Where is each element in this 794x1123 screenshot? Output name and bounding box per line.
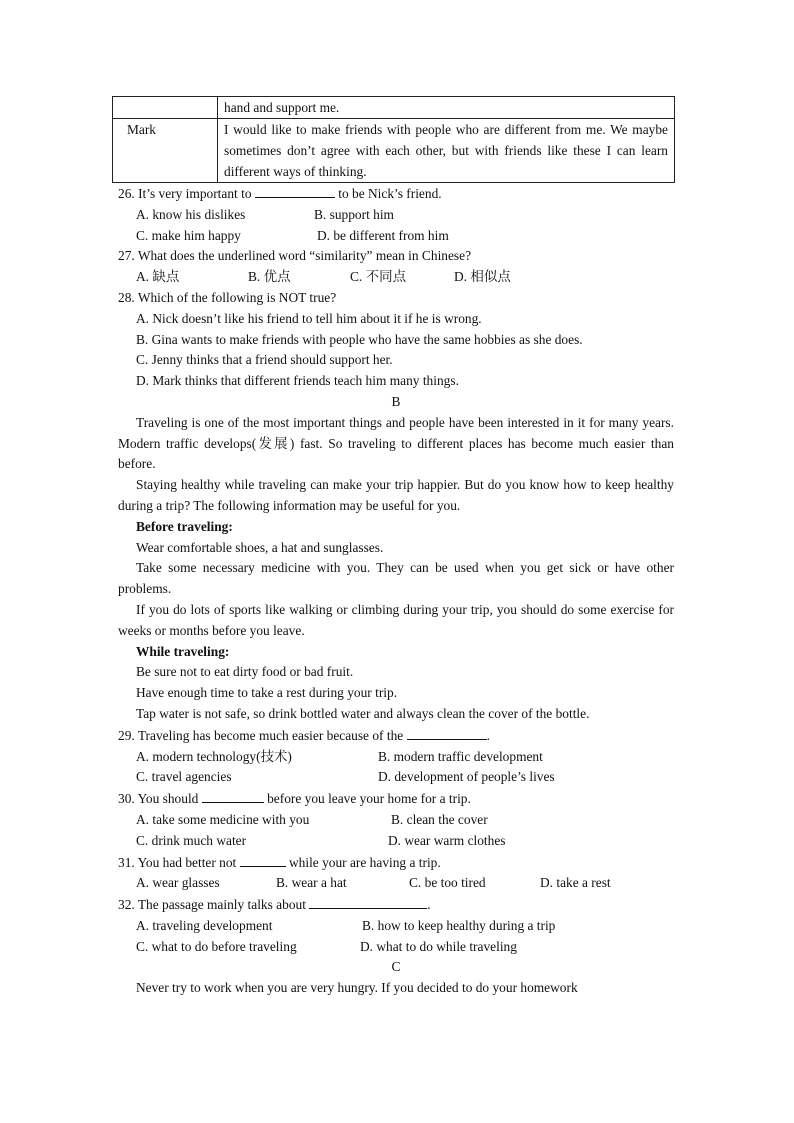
options-row — [118, 937, 674, 958]
options-row — [118, 267, 674, 288]
table-cell-name: Mark — [113, 119, 218, 183]
question-stem: . — [486, 727, 490, 743]
question-stem: 29. Traveling has become much easier because of the — [118, 727, 404, 743]
question-26 — [118, 183, 674, 205]
options-row — [118, 831, 674, 852]
option-c: C. travel agencies — [136, 769, 232, 785]
paragraph: Be sure not to eat dirty food or bad fruit. — [136, 664, 354, 680]
option-d: D. wear warm clothes — [388, 832, 506, 848]
option-b: B. wear a hat — [276, 875, 347, 891]
paragraph: Take some necessary medicine with you. They can be used when you get sick or have other problems. — [118, 560, 674, 597]
option-a: A. take some medicine with you — [136, 811, 310, 827]
options-row — [118, 916, 674, 937]
subheading-while-traveling: While traveling: — [136, 643, 230, 659]
answer-blank — [202, 788, 264, 803]
option-b: B. modern traffic development — [378, 748, 543, 764]
answer-blank — [407, 725, 487, 740]
question-32 — [118, 894, 674, 916]
question-29 — [118, 725, 674, 747]
question-28: 28. Which of the following is NOT true? — [118, 289, 337, 305]
table-cell-text: hand and support me. — [218, 97, 675, 119]
friends-table — [112, 96, 675, 183]
table-row — [113, 97, 675, 119]
question-stem: to be Nick’s friend. — [338, 186, 442, 201]
paragraph: Tap water is not safe, so drink bottled water and always clean the cover of the bottle. — [136, 705, 590, 721]
answer-blank — [255, 183, 335, 198]
option-b: B. Gina wants to make friends with people who have the same hobbies as she does. — [136, 331, 583, 347]
option-d: D. what to do while traveling — [360, 938, 517, 954]
question-31 — [118, 852, 674, 874]
option-c: C. Jenny thinks that a friend should support her. — [136, 352, 393, 368]
answer-blank — [240, 852, 286, 867]
document-page — [118, 96, 674, 999]
paragraph: If you do lots of sports like walking or climbing during your trip, you should do some exercise for weeks or months before you leave. — [118, 601, 674, 638]
option-a: A. Nick doesn’t like his friend to tell him about it if he is wrong. — [136, 310, 482, 326]
question-stem: . — [427, 897, 431, 913]
option-a: A. 缺点 — [136, 269, 180, 286]
question-stem: while your are having a trip. — [289, 854, 441, 870]
option-d: D. be different from him — [317, 227, 449, 243]
paragraph: Wear comfortable shoes, a hat and sunglasses. — [136, 539, 384, 555]
option-b: B. support him — [314, 206, 394, 222]
options-row — [118, 226, 674, 247]
paragraph: Never try to work when you are very hungry. If you decided to do your homework — [136, 980, 578, 996]
option-c: C. 不同点 — [350, 269, 407, 286]
table-row — [113, 119, 675, 183]
table-cell-text: I would like to make friends with people who are different from me. We maybe sometimes don’t agree with each other, but with friends like these I can learn different ways of thinking. — [218, 119, 675, 183]
question-stem: 30. You should — [118, 791, 199, 807]
section-b-heading: B — [391, 393, 401, 409]
paragraph: Have enough time to take a rest during your trip. — [136, 685, 398, 701]
option-b: B. 优点 — [248, 269, 291, 286]
option-b: B. how to keep healthy during a trip — [362, 917, 556, 933]
option-a: A. traveling development — [136, 917, 273, 933]
option-c: C. what to do before traveling — [136, 938, 297, 954]
question-30 — [118, 788, 674, 810]
option-d: D. 相似点 — [454, 269, 511, 286]
options-row — [118, 747, 674, 768]
option-c: C. drink much water — [136, 832, 247, 848]
question-stem: 31. You had better not — [118, 854, 237, 870]
option-d: D. Mark thinks that different friends teach him many things. — [136, 373, 459, 389]
options-row — [118, 767, 674, 788]
question-stem: 26. It’s very important to — [118, 186, 252, 201]
option-c: C. make him happy — [136, 227, 241, 243]
option-d: D. take a rest — [540, 875, 611, 891]
paragraph: Staying healthy while traveling can make your trip happier. But do you know how to keep healthy during a trip? The following information may be useful for you. — [118, 477, 674, 513]
option-a: A. wear glasses — [136, 875, 220, 891]
options-row — [118, 205, 674, 226]
option-d: D. development of people’s lives — [378, 769, 555, 785]
subheading-before-traveling: Before traveling: — [136, 518, 233, 534]
section-c-heading: C — [391, 959, 401, 975]
option-a: A. know his dislikes — [136, 206, 246, 222]
question-stem: 32. The passage mainly talks about — [118, 897, 306, 913]
option-c: C. be too tired — [409, 875, 486, 891]
options-row — [118, 810, 674, 831]
question-27: 27. What does the underlined word “similarity” mean in Chinese? — [118, 248, 472, 264]
paragraph: Traveling is one of the most important things and people have been interested in it for many years. Modern traffic develops(发展) fast. So traveling to different places has become much easier than before. — [118, 414, 674, 472]
question-stem: before you leave your home for a trip. — [267, 791, 471, 807]
answer-blank — [309, 894, 427, 909]
option-a: A. modern technology(技术) — [136, 748, 292, 764]
table-cell-name — [113, 97, 218, 119]
option-b: B. clean the cover — [391, 811, 488, 827]
options-row — [118, 873, 674, 894]
